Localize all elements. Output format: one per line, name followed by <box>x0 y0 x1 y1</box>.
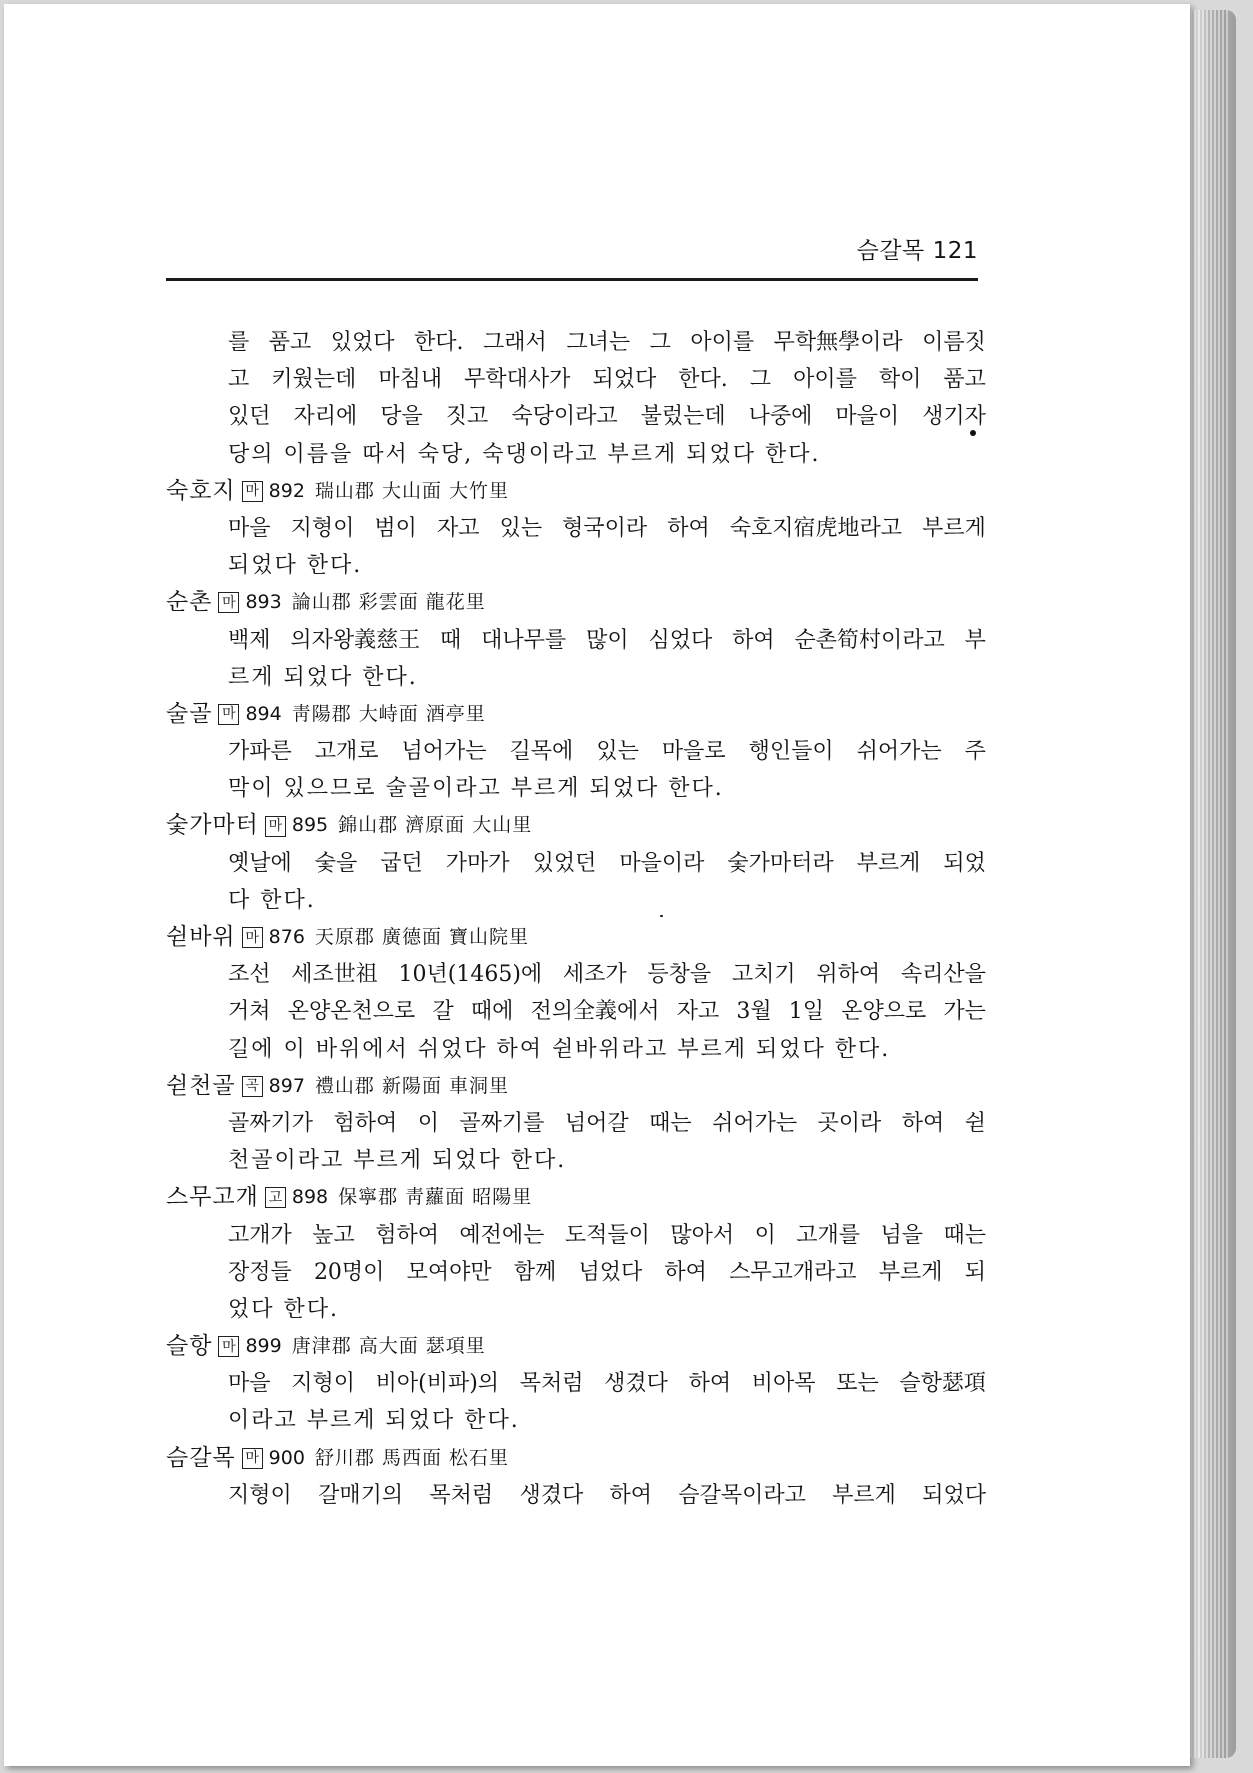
word: 숙호지宿虎地라고 <box>729 515 903 541</box>
place-entry <box>166 584 986 696</box>
word: 하여 <box>664 1259 707 1285</box>
word: 스무고개라고 <box>729 1259 857 1285</box>
body-line: 이라고 부르게 되었다 한다. <box>228 1408 520 1434</box>
word: 속리산을 <box>900 962 986 988</box>
word: 불렀는데 <box>640 404 726 430</box>
word: 숯가마터라 <box>727 850 834 876</box>
word: 위하여 <box>816 962 881 988</box>
place-entry <box>166 1068 986 1180</box>
word: 장정들 <box>228 1259 292 1285</box>
word: 골짜기가 <box>228 1110 314 1136</box>
word: 또는 <box>836 1371 879 1397</box>
word: 백제 <box>228 627 271 653</box>
word: 자리에 <box>293 404 358 430</box>
word: 목처럼 <box>429 1482 494 1508</box>
entry-heading <box>166 1179 986 1216</box>
word: 한다. <box>414 330 464 355</box>
word: 때 <box>440 627 462 653</box>
body-line: 었다 한다. <box>228 1296 339 1322</box>
word: 생기자 <box>922 404 986 430</box>
word: 거쳐 <box>228 999 271 1025</box>
word: 그녀는 <box>566 330 631 355</box>
word: 쉬어가는 <box>712 1110 798 1136</box>
book-page <box>4 4 1190 1766</box>
word: 되었다 <box>922 1482 986 1508</box>
word: 10년(1465)에 <box>398 962 543 988</box>
word: 목처럼 <box>519 1371 584 1397</box>
entry-number: 893 <box>245 591 282 614</box>
word: 자고 <box>676 999 720 1025</box>
word: 무학無學이라 <box>773 330 903 355</box>
entry-number: 895 <box>291 814 329 837</box>
place-name: 슴갈목 <box>166 1444 236 1471</box>
word: 굽던 <box>380 850 423 876</box>
entry-list <box>166 473 986 1514</box>
word: 아이를 <box>690 330 755 355</box>
body-line <box>166 622 986 659</box>
word: 당을 <box>380 404 423 430</box>
entry-location: 舒川郡 馬西面 松石里 <box>314 1446 510 1469</box>
entry-location: 錦山郡 濟原面 大山里 <box>338 814 533 837</box>
word: 20명이 <box>313 1259 385 1285</box>
word: 쉬어가는 <box>856 739 942 765</box>
word: 골짜기를 <box>459 1110 545 1136</box>
word: 조선 <box>228 962 271 988</box>
place-name: 쉳천골 <box>166 1072 236 1099</box>
category-mark-icon: 마 <box>218 704 239 725</box>
word: 모여야만 <box>406 1259 492 1285</box>
page-header <box>166 232 978 281</box>
word: 주 <box>964 739 986 765</box>
place-name: 스무고개 <box>166 1184 259 1211</box>
word: 넘을 <box>880 1222 924 1248</box>
word: 온양으로 <box>841 999 927 1025</box>
word: 갈 <box>432 999 454 1025</box>
word: 고개가 <box>228 1222 292 1248</box>
word: 비아(비파)의 <box>375 1371 500 1397</box>
body-line <box>166 733 986 770</box>
body-line <box>166 845 986 882</box>
body-line <box>166 1217 986 1254</box>
body-line <box>166 361 986 398</box>
word: 무학대사가 <box>464 367 571 393</box>
category-mark-icon: 마 <box>218 592 239 613</box>
word: 지형이 <box>290 515 355 541</box>
word: 넘어갈 <box>564 1110 629 1136</box>
word: 한다. <box>678 367 728 393</box>
word: 의자왕義慈王 <box>290 627 421 653</box>
word: 고 <box>228 367 250 393</box>
word: 숙당이라고 <box>511 404 618 430</box>
word: 마을 <box>228 1371 271 1397</box>
print-speck <box>970 430 976 436</box>
category-mark-icon: 마 <box>265 816 286 837</box>
word: 험하여 <box>375 1222 439 1248</box>
word: 갈매기의 <box>318 1482 404 1508</box>
body-line <box>166 1254 986 1291</box>
category-mark-icon: 마 <box>218 1336 239 1357</box>
word: 이 <box>754 1222 776 1248</box>
word: 도적들이 <box>564 1222 650 1248</box>
word: 부르게 <box>878 1259 943 1285</box>
word: 비아목 <box>751 1371 816 1397</box>
word: 마을 <box>228 515 271 541</box>
body-line <box>166 398 986 435</box>
word: 넘어가는 <box>401 739 487 765</box>
word: 길목에 <box>509 739 574 765</box>
body-line <box>166 324 986 361</box>
word: 아이를 <box>793 367 857 393</box>
body-line: 막이 있으므로 술골이라고 부르게 되었다 한다. <box>228 776 724 802</box>
word: 되었다 <box>592 367 657 393</box>
word: 부 <box>964 627 986 653</box>
print-speck <box>660 915 663 917</box>
word: 가파른 <box>228 739 292 765</box>
word: 마을이라 <box>619 850 705 876</box>
running-head: 슴갈목 121 <box>856 238 978 264</box>
entry-heading <box>166 807 986 844</box>
word: 그 <box>749 367 772 393</box>
word: 마을이 <box>835 404 900 430</box>
word: 품고 <box>268 330 312 355</box>
word: 마을로 <box>661 739 726 765</box>
word: 하여 <box>609 1482 653 1508</box>
entry-location: 靑陽郡 大峙面 酒亭里 <box>291 702 486 725</box>
word: 고개로 <box>314 739 379 765</box>
category-mark-icon: 마 <box>242 1448 263 1469</box>
entry-location: 論山郡 彩雲面 龍花里 <box>291 591 486 614</box>
word: 이 <box>417 1110 439 1136</box>
word: 등창을 <box>647 962 712 988</box>
body-line <box>166 1105 986 1142</box>
word: 있었던 <box>532 850 597 876</box>
body-line <box>166 510 986 547</box>
word: 있는 <box>596 739 639 765</box>
place-name: 숙호지 <box>166 477 236 504</box>
word: 하여 <box>667 515 710 541</box>
word: 부르게 <box>922 515 986 541</box>
word: 이름짓 <box>922 330 986 355</box>
entry-heading <box>166 1328 986 1365</box>
word: 행인들이 <box>748 739 834 765</box>
word: 자고 <box>436 515 480 541</box>
body-line <box>166 993 986 1030</box>
word: 부르게 <box>832 1482 896 1508</box>
word: 가마가 <box>445 850 510 876</box>
word: 있었다 <box>330 330 395 355</box>
word: 세조가 <box>562 962 627 988</box>
entry-heading <box>166 584 986 621</box>
word: 품고 <box>943 367 986 393</box>
entry-number: 876 <box>268 926 305 948</box>
word: 생겼다 <box>604 1371 668 1397</box>
word: 되었 <box>943 850 986 876</box>
place-name: 쉳바위 <box>166 924 236 950</box>
entry-heading <box>166 919 986 956</box>
word: 슴갈목이라고 <box>678 1482 806 1508</box>
word: 그래서 <box>483 330 547 355</box>
place-name: 순촌 <box>166 589 213 616</box>
word: 때는 <box>943 1222 986 1248</box>
entry-location: 保寧郡 靑蘿面 昭陽里 <box>338 1186 533 1209</box>
word: 하여 <box>901 1110 945 1136</box>
word: 때에 <box>470 999 514 1025</box>
body-line <box>166 1477 986 1514</box>
place-name: 슬항 <box>166 1333 213 1360</box>
word: 숯을 <box>314 850 358 876</box>
entry-number: 899 <box>245 1335 282 1358</box>
place-entry <box>166 919 986 1068</box>
word: 마침내 <box>378 367 443 393</box>
entry-location: 禮山郡 新陽面 車洞里 <box>314 1074 510 1097</box>
word: 많이 <box>586 627 629 653</box>
word: 학이 <box>878 367 922 393</box>
body-line: 길에 이 바위에서 쉬었다 하여 쉳바위라고 부르게 되었다 한다. <box>228 1036 891 1062</box>
word: 3월 <box>736 999 772 1025</box>
entry-heading <box>166 696 986 733</box>
word: 그 <box>649 330 671 355</box>
body-line: 되었다 한다. <box>228 553 363 579</box>
place-entry <box>166 1328 986 1440</box>
entry-number: 900 <box>268 1446 305 1469</box>
entry-number: 892 <box>268 479 305 502</box>
word: 부르게 <box>856 850 921 876</box>
body-line <box>166 1365 986 1402</box>
category-mark-icon: 마 <box>242 927 263 948</box>
word: 있는 <box>499 515 543 541</box>
word: 하여 <box>688 1371 732 1397</box>
body-line: 천골이라고 부르게 되었다 한다. <box>228 1148 567 1174</box>
word: 생겼다 <box>519 1482 584 1508</box>
word: 형국이라 <box>562 515 648 541</box>
word: 되 <box>964 1259 986 1285</box>
word: 넘었다 <box>578 1259 643 1285</box>
continuation-paragraph <box>166 324 986 473</box>
category-mark-icon: 마 <box>242 481 263 502</box>
entry-number: 898 <box>291 1186 329 1209</box>
word: 지형이 <box>228 1482 292 1508</box>
page-body <box>166 324 986 1514</box>
place-entry <box>166 807 986 919</box>
word: 대나무를 <box>481 627 567 653</box>
place-entry <box>166 1179 986 1328</box>
word: 함께 <box>513 1259 557 1285</box>
place-name: 숯가마터 <box>166 812 259 839</box>
place-name: 술골 <box>166 700 213 727</box>
category-mark-icon: 곡 <box>242 1076 263 1097</box>
word: 전의全義에서 <box>530 999 660 1025</box>
word: 고치기 <box>731 962 796 988</box>
word: 하여 <box>732 627 775 653</box>
word: 심었다 <box>648 627 713 653</box>
word: 높고 <box>312 1222 355 1248</box>
word: 곳이라 <box>817 1110 882 1136</box>
word: 고개를 <box>796 1222 861 1248</box>
word: 온양온천으로 <box>287 999 416 1025</box>
word: 짓고 <box>445 404 489 430</box>
word: 슬항瑟項 <box>899 1371 986 1397</box>
body-line: 다 한다. <box>228 887 316 913</box>
word: 키웠는데 <box>271 367 357 393</box>
entry-heading <box>166 1068 986 1105</box>
word: 범이 <box>374 515 417 541</box>
entry-number: 894 <box>245 702 282 725</box>
entry-number: 897 <box>268 1074 305 1097</box>
entry-location: 瑞山郡 大山面 大竹里 <box>314 479 510 502</box>
body-line: 당의 이름을 따서 숙당, 숙댕이라고 부르게 되었다 한다. <box>228 441 821 467</box>
word: 쉳 <box>964 1110 986 1136</box>
entry-location: 唐津郡 高大面 瑟項里 <box>291 1335 486 1358</box>
word: 를 <box>228 330 250 355</box>
word: 1일 <box>788 999 825 1025</box>
category-mark-icon: 고 <box>265 1187 286 1208</box>
place-entry <box>166 696 986 808</box>
word: 지형이 <box>291 1371 355 1397</box>
word: 예전에는 <box>459 1222 545 1248</box>
word: 때는 <box>649 1110 692 1136</box>
word: 순촌筍村이라고 <box>794 627 945 653</box>
place-entry <box>166 1440 986 1514</box>
entry-heading <box>166 1440 986 1477</box>
word: 세조世祖 <box>291 962 378 988</box>
entry-heading <box>166 473 986 510</box>
body-line <box>166 956 986 993</box>
entry-location: 天原郡 廣德面 寶山院里 <box>314 926 530 948</box>
word: 험하여 <box>333 1110 398 1136</box>
word: 많아서 <box>670 1222 735 1248</box>
word: 나중에 <box>748 404 813 430</box>
place-entry <box>166 473 986 585</box>
body-line: 르게 되었다 한다. <box>228 664 418 690</box>
word: 있던 <box>228 404 271 430</box>
word: 옛날에 <box>228 850 292 876</box>
word: 가는 <box>943 999 986 1025</box>
